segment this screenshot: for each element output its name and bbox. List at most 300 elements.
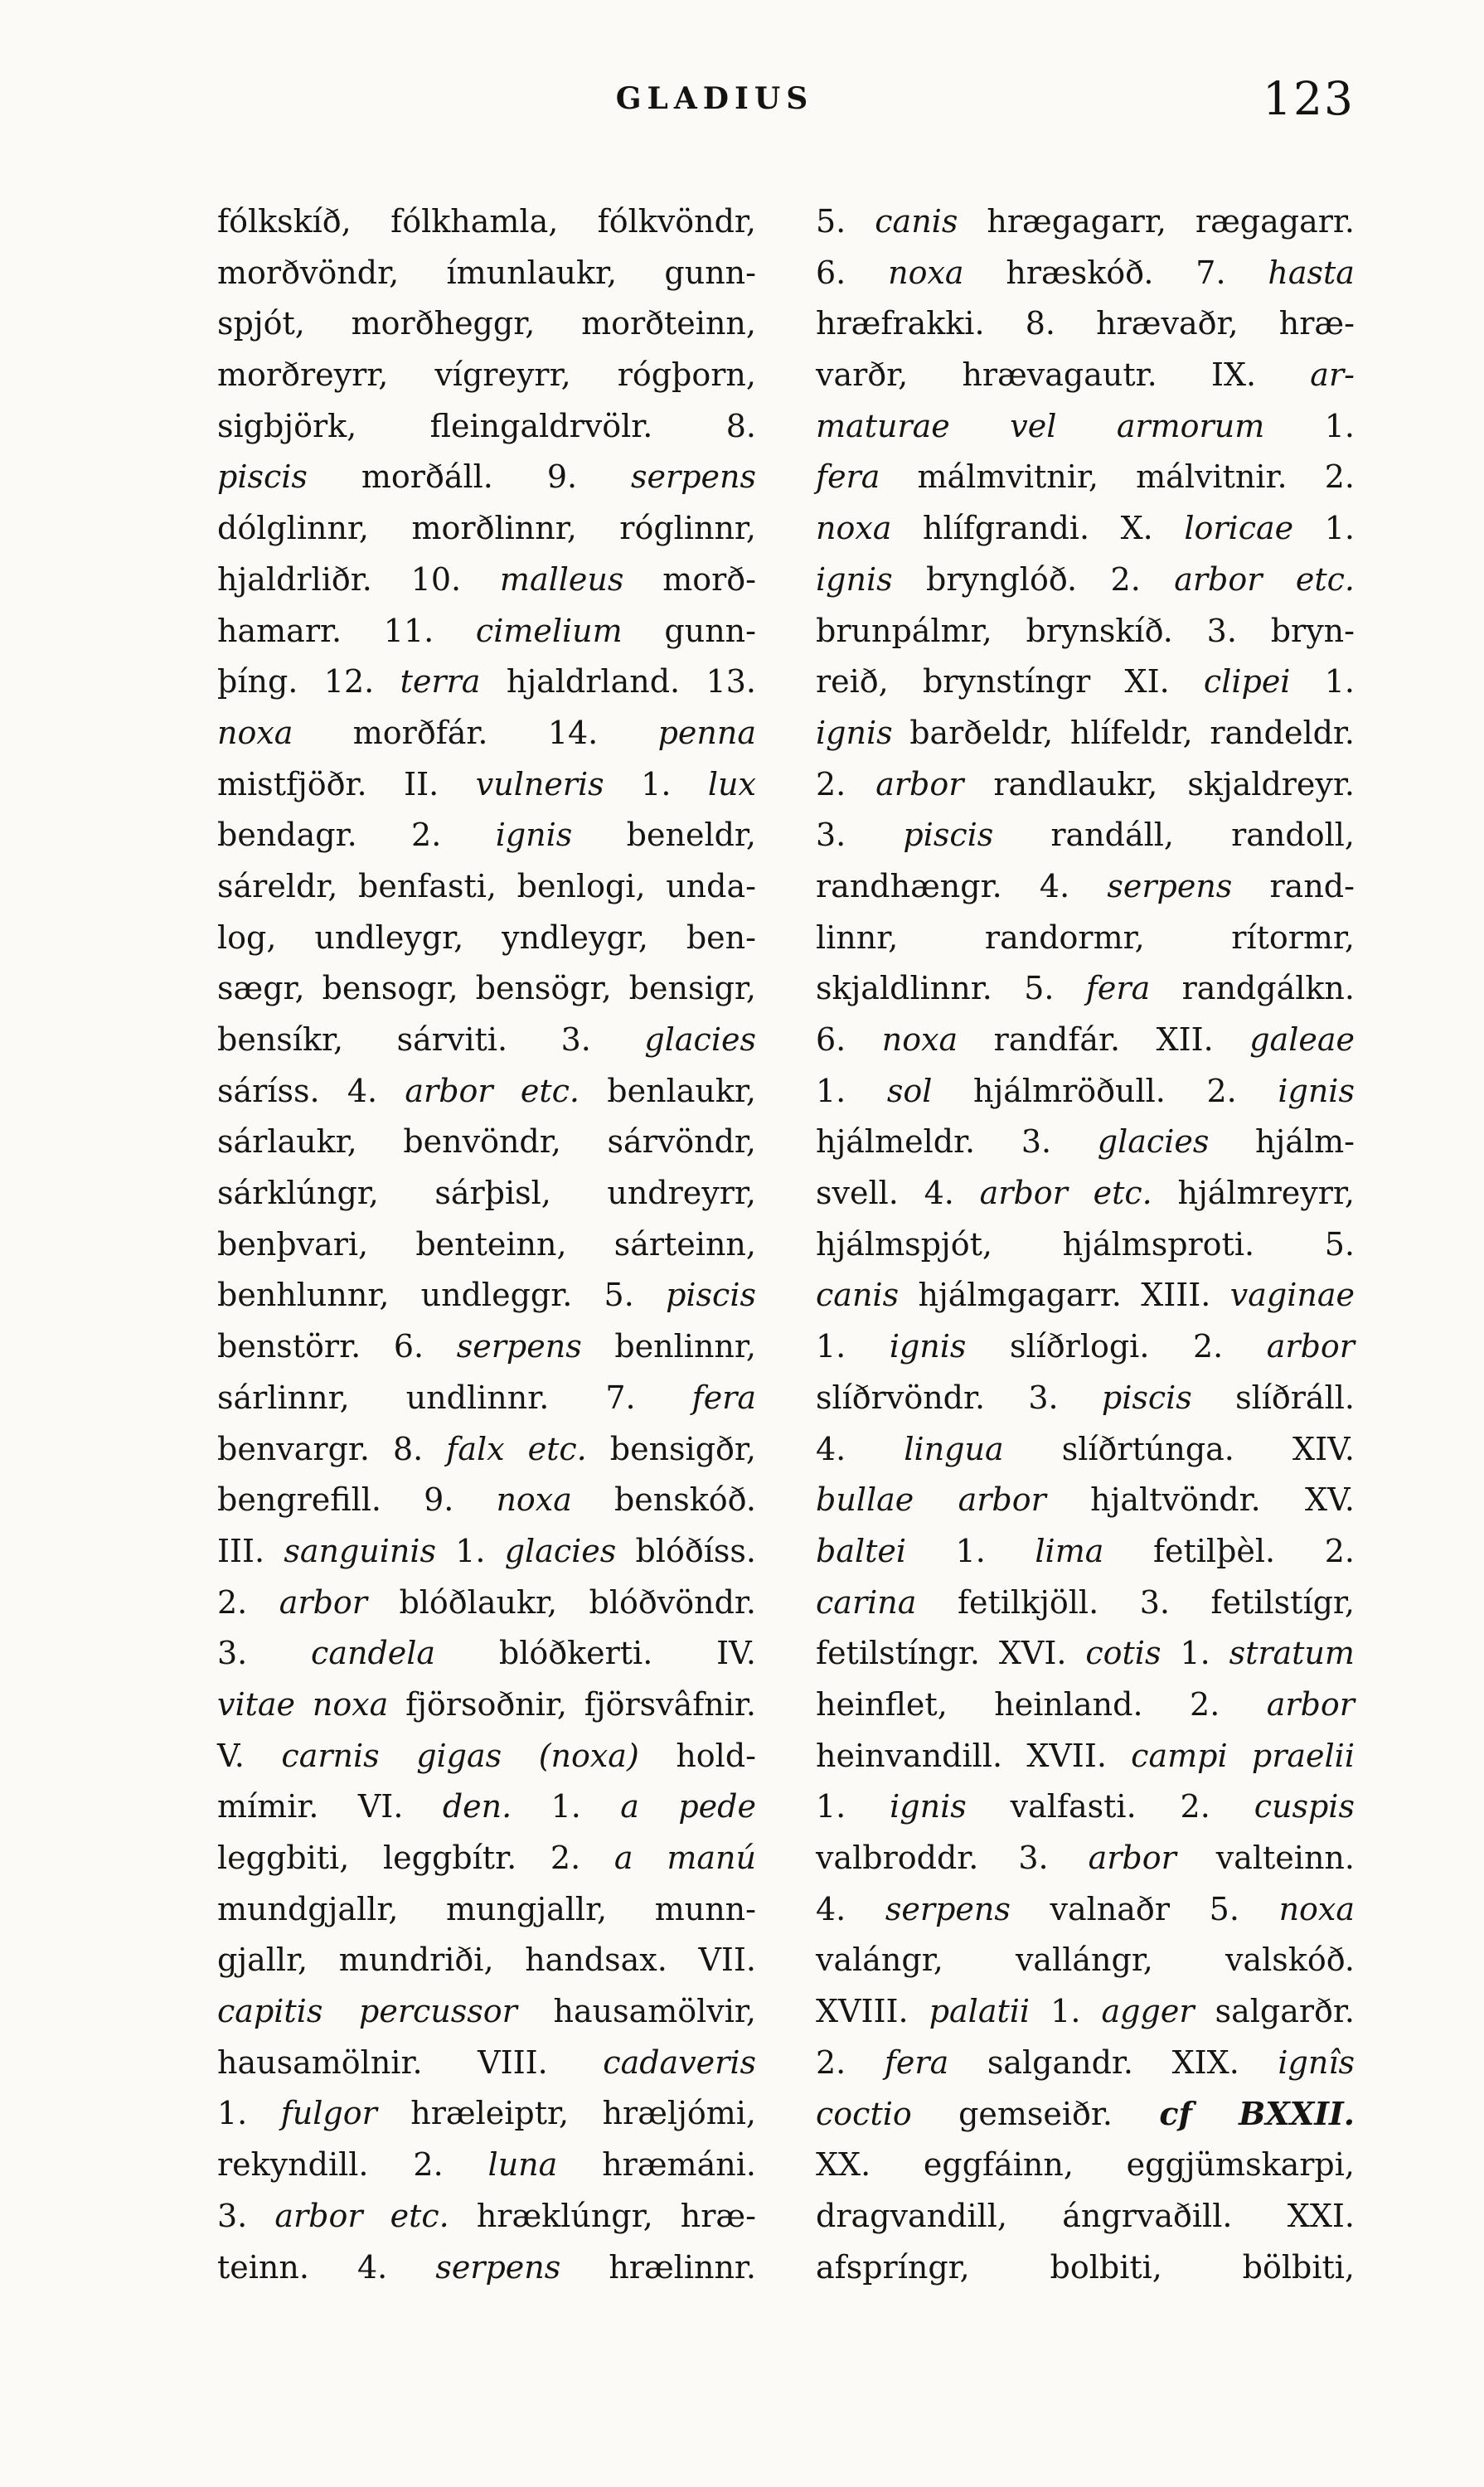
- word: 8.: [725, 407, 756, 444]
- word: 1.: [217, 2095, 248, 2132]
- word: XII.: [1156, 1021, 1214, 1058]
- text-line: [217, 810, 756, 861]
- word: 1.: [641, 765, 672, 802]
- word: benlogi,: [516, 867, 646, 904]
- word: morðteinn,: [581, 305, 756, 342]
- word: 7.: [1195, 254, 1226, 291]
- word: linnr,: [816, 919, 899, 956]
- word: bensogr,: [322, 970, 458, 1007]
- text-line: [816, 708, 1355, 759]
- word: hræmáni.: [602, 2146, 756, 2184]
- word: 2.: [550, 1840, 581, 1876]
- word: XVI.: [998, 1635, 1067, 1672]
- word: cadaveris: [603, 2043, 756, 2081]
- word: praelii: [1251, 1737, 1355, 1774]
- word: varðr,: [816, 356, 909, 394]
- word: vaginae: [1229, 1277, 1355, 1314]
- text-line: [816, 1680, 1355, 1731]
- text-line: [217, 2088, 756, 2140]
- word: 6.: [393, 1328, 424, 1365]
- text-line: [217, 401, 756, 453]
- word: 1.: [1324, 407, 1355, 444]
- word: canis: [816, 1277, 900, 1314]
- word: málmvitnir,: [917, 458, 1098, 496]
- word: fulgor: [280, 2095, 377, 2132]
- word: 2.: [411, 817, 442, 854]
- text-line: [217, 1680, 756, 1731]
- word: hjálmsproti.: [1062, 1225, 1255, 1263]
- word: leggbiti,: [217, 1840, 350, 1876]
- word: 5.: [1024, 970, 1055, 1007]
- word: benskóð.: [613, 1481, 756, 1519]
- text-line: [217, 1628, 756, 1680]
- word: mundgjallr,: [217, 1890, 399, 1927]
- word: palatii: [929, 1993, 1031, 2030]
- word: vel: [1010, 407, 1057, 444]
- word: sárvöndr,: [607, 1123, 756, 1161]
- word: sáreldr,: [217, 867, 338, 904]
- text-line: [217, 350, 756, 401]
- text-line: [816, 248, 1355, 299]
- word: bölbiti,: [1242, 2248, 1355, 2286]
- word: X.: [1120, 510, 1153, 547]
- text-line: [816, 1628, 1355, 1680]
- word: noxa: [217, 714, 293, 751]
- text-line: [217, 298, 756, 350]
- word: valnaðr: [1050, 1890, 1170, 1927]
- word: 3.: [1028, 1379, 1059, 1416]
- word: mundriði,: [338, 1942, 494, 1979]
- word: 8.: [393, 1430, 424, 1467]
- text-line: [816, 1373, 1355, 1424]
- text-line: [816, 2088, 1355, 2140]
- text-line: [217, 1526, 756, 1578]
- word: fetilþèl.: [1152, 1532, 1276, 1569]
- word: hrævaðr,: [1096, 305, 1239, 342]
- word: fleingaldrvölr.: [429, 407, 653, 444]
- word: eggfáinn,: [923, 2146, 1074, 2184]
- word: sáríss.: [217, 1072, 320, 1109]
- text-line: [816, 1219, 1355, 1271]
- word: II.: [404, 765, 439, 802]
- word: fólkhamla,: [390, 203, 559, 240]
- word: XIV.: [1292, 1430, 1355, 1467]
- word: hræ-: [680, 2197, 756, 2234]
- text-line: [217, 1884, 756, 1936]
- text-column-right: [816, 196, 1355, 2293]
- word: morðáll.: [361, 458, 493, 496]
- word: randgálkn.: [1181, 970, 1355, 1007]
- word: 3.: [217, 1635, 248, 1672]
- word: lima: [1035, 1532, 1104, 1569]
- word: mistfjöðr.: [217, 765, 367, 802]
- word: cimelium: [475, 612, 623, 649]
- word: valbroddr.: [816, 1840, 979, 1876]
- word: hrævagautr.: [962, 356, 1157, 394]
- word: benteinn,: [415, 1225, 567, 1263]
- word: etc.: [1295, 560, 1355, 598]
- word: pede: [678, 1788, 756, 1825]
- text-line: [816, 1475, 1355, 1526]
- word: benlinnr,: [614, 1328, 756, 1365]
- word: gunn-: [664, 254, 756, 291]
- word: bryn-: [1270, 612, 1355, 649]
- word: hjálmreyrr,: [1177, 1175, 1355, 1212]
- text-line: [217, 1066, 756, 1117]
- text-line: [816, 196, 1355, 248]
- word: salgandr.: [987, 2043, 1133, 2081]
- word: valskóð.: [1225, 1942, 1355, 1979]
- word: fera: [816, 458, 880, 496]
- word: ignis: [816, 560, 893, 598]
- word: 3.: [560, 1021, 591, 1058]
- word: hræskóð.: [1006, 254, 1154, 291]
- word: baltei: [816, 1532, 907, 1569]
- word: arbor: [875, 765, 964, 802]
- word: 2.: [217, 1583, 248, 1621]
- word: XV.: [1305, 1481, 1355, 1519]
- word: ignîs: [1278, 2043, 1355, 2081]
- word: clipei: [1203, 663, 1291, 701]
- word: XVII.: [1026, 1737, 1107, 1774]
- word: 2.: [1110, 560, 1141, 598]
- text-line: [217, 861, 756, 913]
- word: hrælinnr.: [609, 2248, 756, 2286]
- word: arbor: [405, 1072, 493, 1109]
- word: stratum: [1229, 1635, 1355, 1672]
- word: 2.: [1192, 1328, 1224, 1365]
- word: sárklúngr,: [217, 1175, 379, 1212]
- word: capitis: [217, 1993, 323, 2030]
- word: hjaldrland.: [506, 663, 681, 701]
- word: canis: [875, 203, 958, 240]
- word: 5.: [604, 1277, 634, 1314]
- text-line: [816, 861, 1355, 913]
- word: percussor: [359, 1993, 517, 2030]
- text-line: [217, 708, 756, 759]
- word: arbor: [1174, 560, 1263, 598]
- word: reið,: [816, 663, 889, 701]
- word: 1.: [1324, 663, 1355, 701]
- word: randoll,: [1231, 817, 1355, 854]
- word: piscis: [217, 458, 308, 496]
- word: spjót,: [217, 305, 305, 342]
- text-line: [217, 1424, 756, 1476]
- word: heinland.: [994, 1685, 1143, 1723]
- text-line: [816, 1782, 1355, 1833]
- word: VI.: [357, 1788, 404, 1825]
- word: serpens: [456, 1328, 582, 1365]
- word: valteinn.: [1215, 1840, 1355, 1876]
- word: 5.: [1209, 1890, 1239, 1927]
- word: a: [613, 1840, 633, 1876]
- word: fetilstíngr.: [816, 1635, 980, 1672]
- word: sárlinnr,: [217, 1379, 350, 1416]
- word: ignis: [495, 817, 573, 854]
- word: sol: [886, 1072, 933, 1109]
- word: randfár.: [993, 1021, 1121, 1058]
- word: etc.: [527, 1430, 587, 1467]
- word: fera: [884, 2043, 949, 2081]
- text-line: [816, 1424, 1355, 1476]
- word: bengrefill.: [217, 1481, 381, 1519]
- word: 2.: [1324, 1532, 1355, 1569]
- text-line: [217, 759, 756, 811]
- text-line: [816, 1015, 1355, 1066]
- word: valángr,: [816, 1942, 943, 1979]
- text-line: [816, 1321, 1355, 1373]
- word: 1.: [816, 1328, 846, 1365]
- text-line: [217, 1731, 756, 1782]
- word: fetilkjöll.: [957, 1583, 1099, 1621]
- running-head: GLADIUS: [615, 81, 814, 116]
- word: brynstíngr: [922, 663, 1091, 701]
- word: slíðrtúnga.: [1061, 1430, 1234, 1467]
- word: 1.: [816, 1788, 846, 1825]
- text-line: [217, 1578, 756, 1629]
- word: arbor: [279, 1583, 367, 1621]
- word: randormr,: [984, 919, 1145, 956]
- word: ben-: [686, 919, 756, 956]
- word: yndleygr,: [502, 919, 648, 956]
- word: bensíkr,: [217, 1021, 344, 1058]
- word: hamarr.: [217, 612, 342, 649]
- word: a: [620, 1788, 639, 1825]
- word: bolbiti,: [1050, 2248, 1162, 2286]
- word: IV.: [716, 1635, 756, 1672]
- word: afspríngr,: [816, 2248, 970, 2286]
- word: 3.: [1018, 1840, 1049, 1876]
- word: gigas: [416, 1737, 502, 1774]
- word: rógþorn,: [617, 356, 756, 394]
- word: undlinnr.: [405, 1379, 550, 1416]
- word: coctio: [816, 2096, 912, 2133]
- word: bensigðr,: [609, 1430, 756, 1467]
- text-line: [816, 913, 1355, 964]
- word: serpens: [435, 2248, 561, 2286]
- word: 2.: [1206, 1072, 1237, 1109]
- word: noxa: [312, 1685, 389, 1723]
- text-line: [217, 248, 756, 299]
- word: hjálmeldr.: [816, 1123, 976, 1161]
- word: hausamölvir,: [553, 1993, 756, 2030]
- text-line: [816, 810, 1355, 861]
- word: arbor: [979, 1175, 1068, 1212]
- word: hrægagarr,: [987, 203, 1166, 240]
- word: 2.: [413, 2146, 444, 2184]
- text-line: [816, 606, 1355, 657]
- word: terra: [400, 663, 481, 701]
- word: sárteinn,: [613, 1225, 756, 1263]
- word: 10.: [410, 560, 462, 598]
- word: gunn-: [664, 612, 756, 649]
- word: 1.: [455, 1532, 486, 1569]
- word: undleygr,: [314, 919, 464, 956]
- word: cf: [1159, 2095, 1192, 2133]
- word: 2.: [816, 2043, 846, 2081]
- text-line: [816, 1526, 1355, 1578]
- word: (noxa): [538, 1737, 639, 1774]
- word: unda-: [666, 867, 756, 904]
- word: arbor: [274, 2197, 363, 2234]
- word: 5.: [1324, 1225, 1355, 1263]
- word: serpens: [631, 458, 756, 496]
- word: arbor: [1266, 1685, 1355, 1723]
- word: 3.: [1021, 1123, 1052, 1161]
- word: fjörsvâfnir.: [584, 1685, 756, 1723]
- word: noxa: [1278, 1890, 1355, 1927]
- word: 9.: [424, 1481, 454, 1519]
- word: glacies: [1097, 1123, 1210, 1161]
- word: benstörr.: [217, 1328, 361, 1365]
- text-line: [816, 452, 1355, 503]
- word: XXI.: [1287, 2197, 1355, 2234]
- word: sanguinis: [284, 1532, 437, 1569]
- word: armorum: [1116, 407, 1265, 444]
- text-line: [217, 1986, 756, 2038]
- word: málvitnir.: [1136, 458, 1288, 496]
- word: candela: [311, 1635, 436, 1672]
- word: 2.: [1190, 1685, 1220, 1723]
- word: þíng.: [217, 663, 298, 701]
- text-line: [217, 606, 756, 657]
- word: vulneris: [475, 765, 604, 802]
- word: salgarðr.: [1215, 1993, 1355, 2030]
- word: gemseiðr.: [958, 2096, 1113, 2133]
- text-line: [816, 2140, 1355, 2191]
- word: fera: [691, 1379, 756, 1416]
- word: piscis: [666, 1277, 756, 1314]
- word: blóðkerti.: [498, 1635, 653, 1672]
- word: undreyrr,: [607, 1175, 756, 1212]
- word: XI.: [1124, 663, 1170, 701]
- word: 2.: [1324, 458, 1355, 496]
- word: ímunlaukr,: [446, 254, 618, 291]
- word: 3.: [217, 2197, 248, 2234]
- word: skjaldreyr.: [1187, 765, 1355, 802]
- word: 3.: [1206, 612, 1237, 649]
- text-line: [217, 657, 756, 708]
- word: benvöndr,: [403, 1123, 561, 1161]
- text-line: [816, 1066, 1355, 1117]
- word: benhlunnr,: [217, 1277, 390, 1314]
- text-line: [217, 452, 756, 503]
- text-line: [217, 503, 756, 555]
- word: randhængr.: [816, 867, 1002, 904]
- word: sárlaukr,: [217, 1123, 357, 1161]
- word: XVIII.: [816, 1993, 909, 2030]
- word: beneldr,: [626, 817, 756, 854]
- text-line: [816, 1117, 1355, 1168]
- word: morðlinnr,: [411, 510, 577, 547]
- word: barðeldr,: [909, 714, 1054, 751]
- word: fólkskíð,: [217, 203, 352, 240]
- word: XIII.: [1141, 1277, 1211, 1314]
- word: noxa: [496, 1481, 572, 1519]
- text-line: [816, 401, 1355, 453]
- word: glacies: [504, 1532, 617, 1569]
- word: hasta: [1268, 254, 1355, 291]
- text-line: [816, 503, 1355, 555]
- word: agger: [1101, 1993, 1195, 2030]
- text-line: [816, 963, 1355, 1015]
- word: randeldr.: [1210, 714, 1355, 751]
- text-line: [816, 657, 1355, 708]
- text-line: [217, 1168, 756, 1219]
- word: sægr,: [217, 970, 305, 1007]
- word: morðreyrr,: [217, 356, 389, 394]
- word: fólkvöndr,: [597, 203, 756, 240]
- word: 9.: [546, 458, 578, 496]
- word: hausamölnir.: [217, 2043, 423, 2081]
- word: piscis: [1101, 1379, 1192, 1416]
- word: V.: [217, 1737, 245, 1774]
- word: etc.: [1093, 1175, 1152, 1212]
- word: brynglóð.: [926, 560, 1078, 598]
- text-line: [816, 1578, 1355, 1629]
- word: róglinnr,: [619, 510, 756, 547]
- word: 6.: [816, 254, 846, 291]
- word: carina: [816, 1583, 917, 1621]
- text-line: [217, 196, 756, 248]
- word: vitae: [217, 1685, 296, 1723]
- word: dragvandill,: [816, 2197, 1007, 2234]
- text-line: [217, 2038, 756, 2089]
- word: fetilstígr,: [1210, 1583, 1355, 1621]
- word: slíðrlogi.: [1009, 1328, 1150, 1365]
- word: 1.: [1050, 1993, 1081, 2030]
- word: mímir.: [217, 1788, 319, 1825]
- text-column-left: [217, 196, 756, 2293]
- word: 1.: [550, 1788, 581, 1825]
- word: brunpálmr,: [816, 612, 992, 649]
- word: bendagr.: [217, 817, 357, 854]
- text-line: [816, 1833, 1355, 1884]
- word: noxa: [816, 510, 892, 547]
- word: 1.: [816, 1072, 846, 1109]
- word: hjaldrliðr.: [217, 560, 372, 598]
- word: ignis: [816, 714, 893, 751]
- word: benvargr.: [217, 1430, 370, 1467]
- word: morðheggr,: [351, 305, 536, 342]
- word: ignis: [890, 1788, 967, 1825]
- word: randlaukr,: [993, 765, 1158, 802]
- word: IX.: [1210, 356, 1257, 394]
- text-line: [217, 1117, 756, 1168]
- word: eggjümskarpi,: [1126, 2146, 1355, 2184]
- text-line: [816, 298, 1355, 350]
- text-line: [217, 1015, 756, 1066]
- word: XIX.: [1171, 2043, 1239, 2081]
- word: 5.: [816, 203, 846, 240]
- word: munn-: [654, 1890, 756, 1927]
- text-line: [217, 913, 756, 964]
- word: 7.: [605, 1379, 636, 1416]
- text-line: [816, 759, 1355, 811]
- word: slíðrvöndr.: [816, 1379, 986, 1416]
- word: bensigr,: [628, 970, 756, 1007]
- text-line: [217, 1475, 756, 1526]
- word: lingua: [904, 1430, 1004, 1467]
- word: hold-: [676, 1737, 756, 1774]
- word: svell.: [816, 1175, 899, 1212]
- word: 13.: [706, 663, 756, 701]
- word: morðfár.: [352, 714, 488, 751]
- word: skjaldlinnr.: [816, 970, 992, 1007]
- text-line: [217, 1219, 756, 1271]
- word: cotis: [1085, 1635, 1161, 1672]
- word: 4.: [1039, 867, 1070, 904]
